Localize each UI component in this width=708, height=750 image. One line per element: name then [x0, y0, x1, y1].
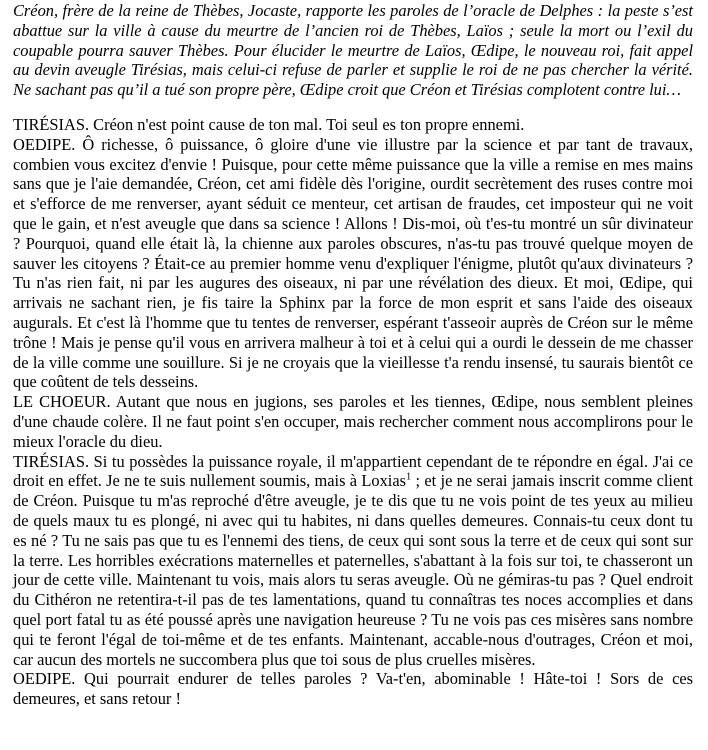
- dialogue-paragraph-tiresias-2: [13, 452, 693, 670]
- dialogue-paragraph-oedipe-1: OEDIPE. Ô richesse, ô puissance, ô gloire d'une vie illustre par la science et par tant de travaux, combien vous excitez d'envie ! Puisque, pour cette même puissance que la ville a remise en mes mains sans que je l'aie demandée, Créon, cet ami fidèle dès l'origine, ourdit secrètement des ruses contre moi et s'efforce de me renverser, ayant séduit ce menteur, cet artisan de fraudes, cet imposteur qui ne voit que le gain, et n'est aveugle que dans sa science ! Allons ! Dis-moi, où t'es-tu montré un sûr divinateur ? Pourquoi, quand elle était là, la chienne aux paroles obscures, n'as-tu pas trouvé quelque moyen de sauver les citoyens ? Était-ce au premier homme venu d'expliquer l'énigme, plutôt qu'aux divinateurs ? Tu n'as rien fait, ni par les augures des oiseaux, ni par une révélation des dieux. Et moi, Œdipe, qui arrivais ne sachant rien, je fis taire la Sphinx par la force de mon esprit et sans l'aide des oiseaux augurals. Et c'est là l'homme que tu tentes de renverser, espérant t'asseoir auprès de Créon sur le même trône ! Mais je pense qu'il vous en arrivera malheur à toi et à celui qui a ourdi le dessein de me chasser de la ville comme une souillure. Si je ne croyais que la vieillesse t'a rendu insensé, tu saurais bientôt ce que coûtent de tels desseins.: [13, 134, 693, 392]
- dialogue-paragraph-tiresias-1: TIRÉSIAS. Créon n'est point cause de ton mal. Toi seul es ton propre ennemi.: [13, 114, 525, 134]
- footnote-marker: 1: [406, 471, 412, 483]
- dialogue-paragraph-choeur: LE CHOEUR. Autant que nous en jugions, ses paroles et les tiennes, Œdipe, nous semblent pleines d'une chaude colère. Il ne faut point s'en occuper, mais rechercher comment nous accomplirons pour le mieux l'oracle du dieu.: [13, 392, 693, 451]
- dialogue-paragraph-oedipe-2: OEDIPE. Qui pourrait endurer de telles paroles ? Va-t'en, abominable ! Hâte-toi ! Sors de ces demeures, et sans retour !: [13, 669, 693, 709]
- dialogue-text-after-footnote: ; et je ne serai jamais inscrit comme client de Créon. Puisque tu m'as reproché d'être aveugle, je te dis que tu ne vois point de tes yeux au milieu de quels maux tu es plongé, ni avec qui tu habites, ni dans quelles demeures. Connais-tu ceux dont tu es né ? Tu ne sais pas que tu es l'ennemi des tiens, de ceux qui sont sous la terre et de ceux qui sont sur la terre. Les horribles exécrations maternelles et paternelles, s'abattant à la fois sur toi, te chasseront un jour de cette ville. Maintenant tu vois, mais alors tu seras aveugle. Où ne gémiras-tu pas ? Quel endroit du Cithéron ne retentira-t-il pas de tes lamentations, quand tu connaîtras tes noces accomplies et dans quel port fatal tu as été poussé après une navigation heureuse ? Tu ne vois pas ces misères sans nombre qui te feront l'égal de toi-même et de tes enfants. Maintenant, accable-nous d'outrages, Créon et moi, car aucun des mortels ne succombera plus que toi sous de plus cruelles misères.: [13, 471, 694, 669]
- dialogue-text-before-footnote: TIRÉSIAS. Si tu possèdes la puissance royale, il m'appartient cependant de te répondre en égal. J'ai ce droit en effet. Je ne te suis nullement soumis, mais à Loxias: [13, 451, 693, 491]
- dialogue-section: [13, 115, 693, 709]
- intro-paragraph: Créon, frère de la reine de Thèbes, Jocaste, rapporte les paroles de l’oracle de Delphes : la peste s’est abattue sur la ville à cause du meurtre de l’ancien roi de Thèbes, Laïos ; seule la mort ou l’exil du coupable pourra sauver Thèbes. Pour élucider le meurtre de Laïos, Œdipe, le nouveau roi, fait appel au devin aveugle Tirésias, mais celui-ci refuse de parler et supplie le roi de ne pas chercher la vérité. Ne sachant pas qu’il a tué son propre père, Œdipe croit que Créon et Tirésias complotent contre lui…: [13, 1, 693, 100]
